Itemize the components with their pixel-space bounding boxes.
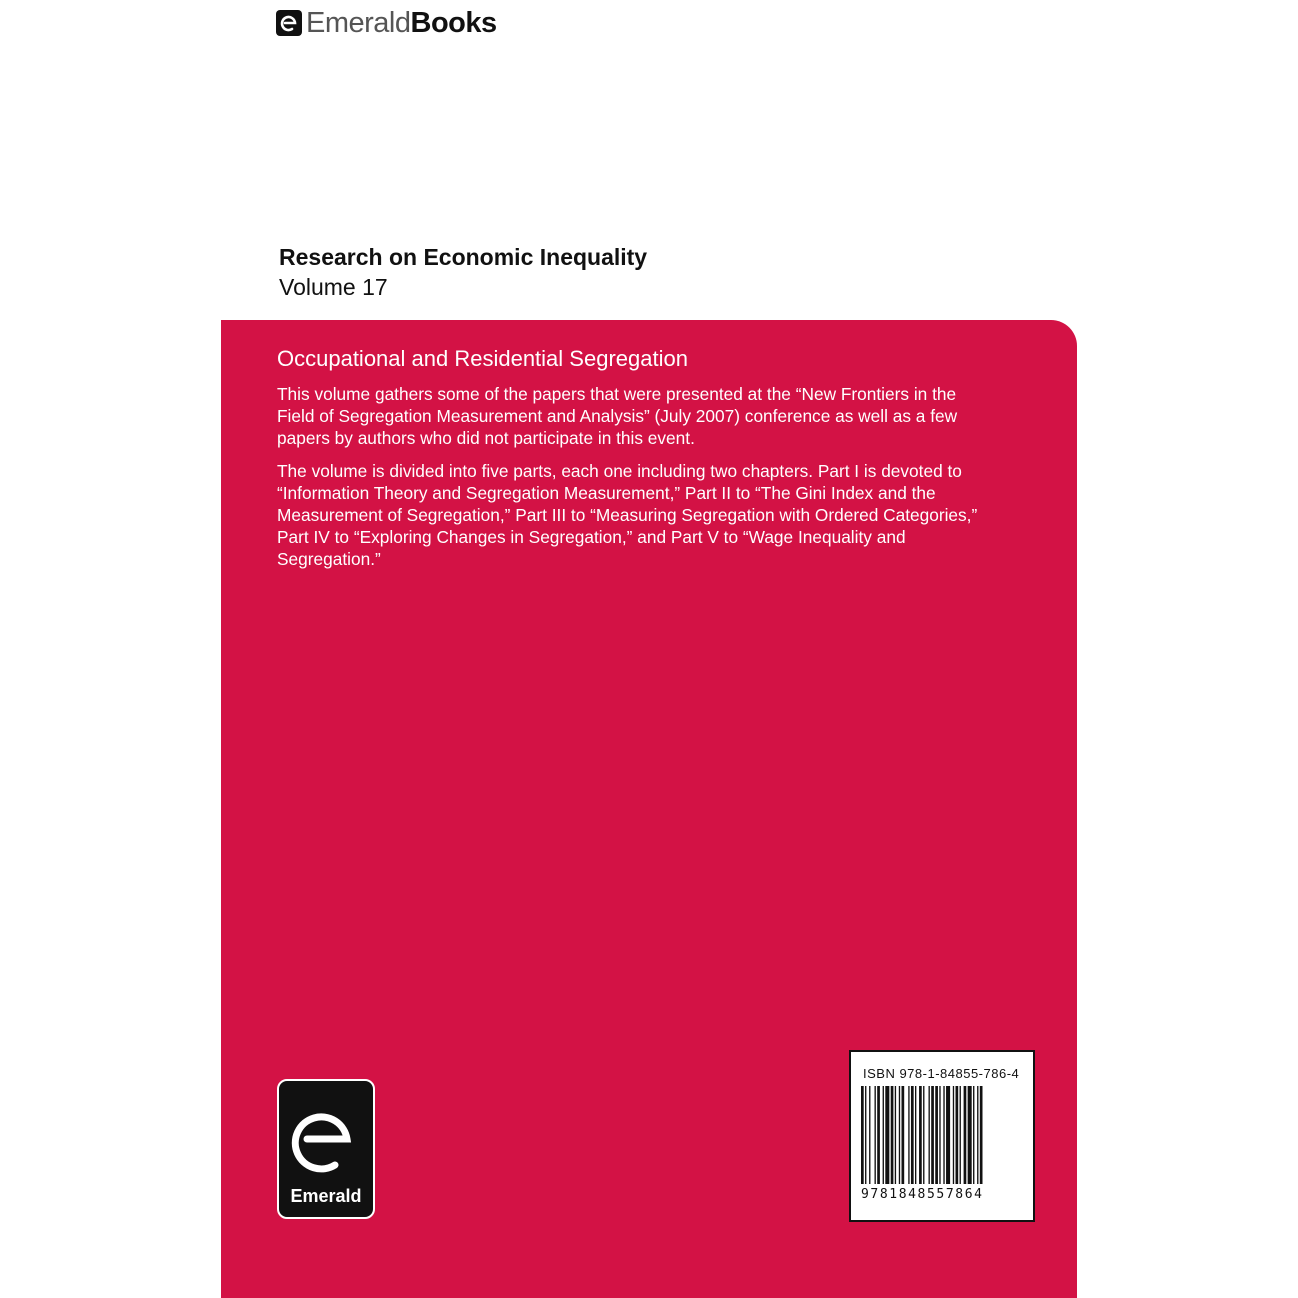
barcode-digits: 9781848557864 — [861, 1187, 984, 1202]
publisher-brand — [276, 6, 497, 40]
paragraph-line: papers by authors who did not participate in this event. — [277, 428, 695, 448]
paragraph-line: Segregation.” — [277, 549, 381, 569]
isbn-barcode-block — [849, 1050, 1035, 1222]
emerald-swirl-icon — [287, 1093, 367, 1183]
brand-name-light: Emerald — [306, 7, 411, 39]
paragraph-line: The volume is divided into five parts, each one including two chapters. Part I is devoted to — [277, 461, 962, 481]
description-paragraph-2 — [277, 460, 1037, 570]
paragraph-line: Measurement of Segregation,” Part III to “Measuring Segregation with Ordered Categories,” — [277, 505, 978, 525]
paragraph-line: Part IV to “Exploring Changes in Segregation,” and Part V to “Wage Inequality and — [277, 527, 906, 547]
series-title: Research on Economic Inequality — [279, 244, 648, 270]
paragraph-line: Field of Segregation Measurement and Analysis” (July 2007) conference as well as a few — [277, 406, 958, 426]
paragraph-line: “Information Theory and Segregation Measurement,” Part II to “The Gini Index and the — [277, 483, 936, 503]
barcode-icon — [861, 1086, 1025, 1184]
emerald-e-icon — [276, 10, 302, 36]
emerald-publisher-logo — [277, 1079, 375, 1219]
paragraph-line: This volume gathers some of the papers that were presented at the “New Frontiers in the — [277, 384, 957, 404]
logo-label: Emerald — [290, 1186, 362, 1206]
volume-number: Volume 17 — [279, 274, 388, 300]
back-cover-panel — [221, 320, 1077, 1298]
book-title: Occupational and Residential Segregation — [277, 346, 688, 371]
brand-name-bold: Books — [410, 7, 497, 39]
isbn-label: ISBN 978-1-84855-786-4 — [863, 1066, 1020, 1081]
description-paragraph-1 — [277, 383, 1037, 449]
